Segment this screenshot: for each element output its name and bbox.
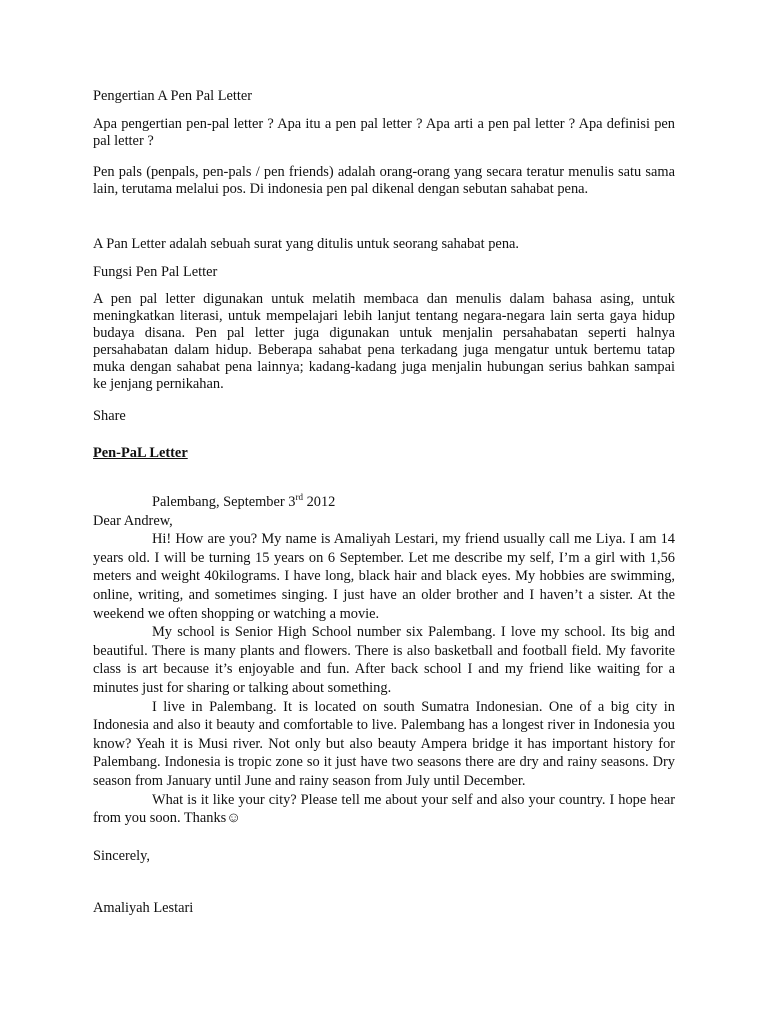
letter-body xyxy=(93,493,675,828)
letter-heading: Pen-PaL Letter xyxy=(93,445,188,461)
letter-salutation: Dear Andrew, xyxy=(93,512,173,529)
intro-definition: Pen pals (penpals, pen-pals / pen friends) adalah orang-orang yang secara teratur menulis satu sama lain, terutama melalui pos. Di indonesia pen pal dikenal dengan sebutan sahabat pena. xyxy=(93,164,675,197)
letter-paragraph-closing-question: What is it like your city? Please tell me about your self and also your country. I hope hear from you soon. Thanks☺ xyxy=(93,791,675,827)
letter-date-year: 2012 xyxy=(302,494,336,510)
letter-date-ordinal: rd xyxy=(295,492,303,502)
share-label: Share xyxy=(93,408,126,424)
letter-paragraph-school: My school is Senior High School number six Palembang. I love my school. Its big and beautiful. There is many plants and flowers. There is also basketball and football field. My favorite class is art because it’s enjoyable and fun. After back school I and my friend like waiting for a minutes just for sharing or talking about something. xyxy=(93,624,675,696)
intro-questions: Apa pengertian pen-pal letter ? Apa itu a pen pal letter ? Apa arti a pen pal letter ? Apa definisi pen pal letter ? xyxy=(93,116,675,149)
function-heading: Fungsi Pen Pal Letter xyxy=(93,264,218,280)
letter-paragraph-city: I live in Palembang. It is located on south Sumatra Indonesian. One of a big city in Indonesia and also it beauty and comfortable to live. Palembang has a longest river in Indonesia you know? Yeah it is Musi river. Not only but also beauty Ampera bridge it has important history for Palembang. Indonesia is tropic zone so it just have two seasons there are dry and rainy seasons. Dry season from January until June and rainy season from July until December. xyxy=(93,698,675,789)
letter-closing: Sincerely, xyxy=(93,848,151,864)
letter-paragraph-intro: Hi! How are you? My name is Amaliyah Lestari, my friend usually call me Liya. I am 14 years old. I will be turning 15 years on 6 September. Let me describe my self, I’m a girl with 1,56 meters and weight 40kilograms. I have long, black hair and black eyes. My hobbies are swimming, online, writing, and sometimes singing. I just have an older brother and I haven’t a sister. At the weekend we often shopping or watching a movie. xyxy=(93,531,675,622)
letter-signature: Amaliyah Lestari xyxy=(93,900,194,916)
intro-title: Pengertian A Pen Pal Letter xyxy=(93,88,253,104)
letter-date-prefix: Palembang, September 3 xyxy=(152,494,296,510)
letter-date xyxy=(93,493,675,512)
pan-letter-definition: A Pan Letter adalah sebuah surat yang ditulis untuk seorang sahabat pena. xyxy=(93,236,519,252)
function-paragraph: A pen pal letter digunakan untuk melatih membaca dan menulis dalam bahasa asing, untuk meningkatkan literasi, untuk mempelajari lebih lanjut tentang negara-negara lain serta gaya hidup budaya disana. Pen pal letter juga digunakan untuk menjalin persahabatan seperti halnya persahabatan dalam hidup. Beberapa sahabat pena terkadang juga mengatur untuk bertemu tatap muka dengan sahabat pena lainnya; kadang-kadang juga menjalin hubungan serius bahkan sampai ke jenjang pernikahan. xyxy=(93,291,675,392)
